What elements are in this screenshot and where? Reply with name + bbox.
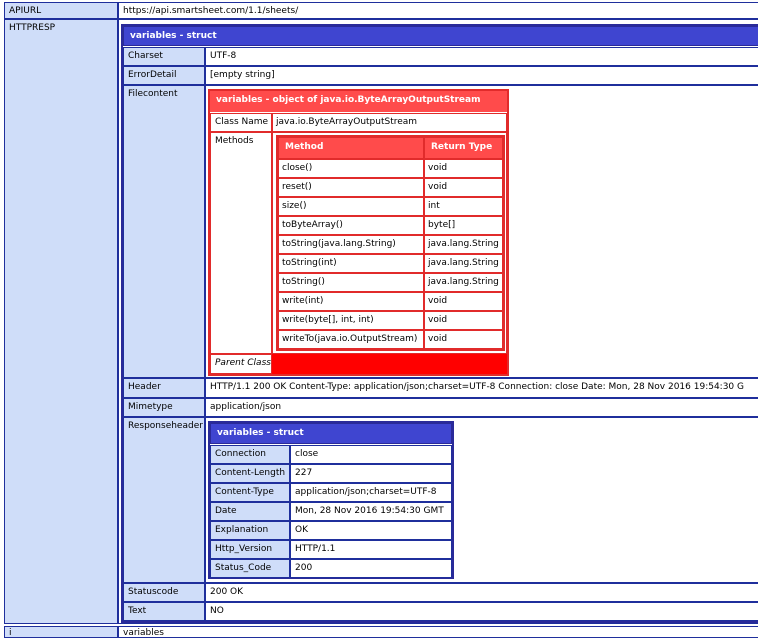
method-return: void xyxy=(424,159,503,178)
method-return: java.lang.String xyxy=(424,235,503,254)
method-return: java.lang.String xyxy=(424,254,503,273)
respheader-row-value: OK xyxy=(290,521,452,540)
method-return: void xyxy=(424,292,503,311)
respheader-row-value: application/json;charset=UTF-8 xyxy=(290,483,452,502)
method-return: int xyxy=(424,197,503,216)
struct-row-value: HTTP/1.1 200 OK Content-Type: application/json;charset=UTF-8 Connection: close Date: Mon, 28 Nov 2016 19:54:30 G xyxy=(205,378,758,398)
method-return: void xyxy=(424,330,503,349)
bottom-row-label: i xyxy=(4,626,118,638)
method-name: size() xyxy=(278,197,424,216)
parent-class-value xyxy=(272,354,507,374)
struct-row-label: ErrorDetail xyxy=(123,66,205,85)
method-name: write(byte[], int, int) xyxy=(278,311,424,330)
struct-row-label: Header xyxy=(123,378,205,398)
struct-row-value: [empty string] xyxy=(205,66,758,85)
object-title: variables - object of java.io.ByteArrayOutputStream xyxy=(210,91,507,112)
struct-row-value: NO xyxy=(205,602,758,621)
method-name: toString(int) xyxy=(278,254,424,273)
respheader-row-label: Date xyxy=(210,502,290,521)
method-name: write(int) xyxy=(278,292,424,311)
struct-row-value: application/json xyxy=(205,398,758,417)
struct-row-value: 200 OK xyxy=(205,583,758,602)
respheader-row-label: Content-Length xyxy=(210,464,290,483)
respheader-row-value: close xyxy=(290,445,452,464)
respheader-row-value: 227 xyxy=(290,464,452,483)
method-return: byte[] xyxy=(424,216,503,235)
respheader-row-label: Explanation xyxy=(210,521,290,540)
method-header: Method xyxy=(278,137,424,159)
class-name-value: java.io.ByteArrayOutputStream xyxy=(272,113,507,132)
apiurl-value: https://api.smartsheet.com/1.1/sheets/ xyxy=(118,2,758,19)
methods-label: Methods xyxy=(210,132,272,354)
respheader-title: variables - struct xyxy=(210,423,452,444)
respheader-row-value: 200 xyxy=(290,559,452,578)
struct-row-label: Mimetype xyxy=(123,398,205,417)
struct-row-label: Responseheader xyxy=(123,417,205,583)
parent-class-label: Parent Class xyxy=(210,354,272,374)
method-name: toString() xyxy=(278,273,424,292)
respheader-row-value: HTTP/1.1 xyxy=(290,540,452,559)
struct-title: variables - struct xyxy=(123,26,758,46)
class-name-label: Class Name xyxy=(210,113,272,132)
method-return: java.lang.String xyxy=(424,273,503,292)
struct-row-label: Filecontent xyxy=(123,85,205,378)
method-name: writeTo(java.io.OutputStream) xyxy=(278,330,424,349)
respheader-row-label: Http_Version xyxy=(210,540,290,559)
respheader-row-value: Mon, 28 Nov 2016 19:54:30 GMT xyxy=(290,502,452,521)
struct-row-label: Text xyxy=(123,602,205,621)
method-name: reset() xyxy=(278,178,424,197)
struct-row-label: Charset xyxy=(123,47,205,66)
return-type-header: Return Type xyxy=(424,137,503,159)
struct-row-value: UTF-8 xyxy=(205,47,758,66)
method-name: toString(java.lang.String) xyxy=(278,235,424,254)
respheader-row-label: Status_Code xyxy=(210,559,290,578)
apiurl-label: APIURL xyxy=(4,2,118,19)
method-return: void xyxy=(424,178,503,197)
method-name: toByteArray() xyxy=(278,216,424,235)
bottom-row-value: variables xyxy=(118,626,758,638)
respheader-row-label: Connection xyxy=(210,445,290,464)
struct-row-label: Statuscode xyxy=(123,583,205,602)
respheader-row-label: Content-Type xyxy=(210,483,290,502)
method-return: void xyxy=(424,311,503,330)
httpresp-label: HTTPRESP xyxy=(4,19,118,624)
method-name: close() xyxy=(278,159,424,178)
